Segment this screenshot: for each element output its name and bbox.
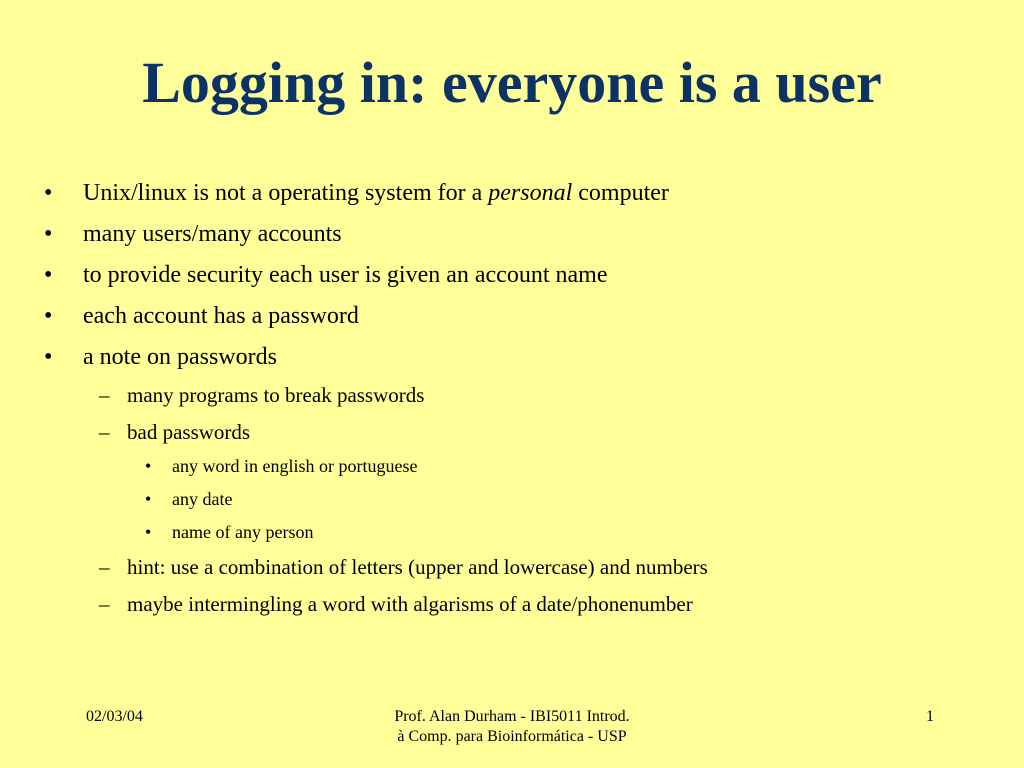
sub-bullet-text: hint: use a combination of letters (upper and lowercase) and numbers [127, 555, 708, 579]
bullet-text: each account has a password [83, 303, 359, 329]
bullet-text: to provide security each user is given an account name [83, 262, 608, 288]
bullet-text [83, 179, 669, 207]
footer-course-line-1: Prof. Alan Durham - IBI5011 Introd. [394, 708, 630, 725]
bullet-text: many users/many accounts [83, 221, 342, 247]
sub-bullet-marker: – [99, 420, 110, 444]
slide-title: Logging in: everyone is a user [142, 50, 882, 115]
emphasis-text: personal [488, 180, 573, 206]
sub-bullet-marker: – [99, 383, 110, 407]
sub-sub-bullet-text: any date [172, 489, 233, 509]
bullet-text: a note on passwords [83, 344, 277, 370]
sub-sub-bullet-marker: • [145, 456, 152, 476]
bullet-text-part: Unix/linux is not a operating system for a [83, 180, 489, 206]
sub-bullet-text: bad passwords [127, 420, 251, 444]
sub-sub-bullet-marker: • [145, 489, 152, 509]
sub-sub-bullet-text: any word in english or portuguese [172, 456, 418, 476]
slide-number: 1 [926, 708, 934, 725]
bullet-marker: • [44, 344, 53, 370]
footer-date: 02/03/04 [86, 708, 143, 725]
sub-bullet-text: many programs to break passwords [127, 383, 425, 407]
bullet-marker: • [44, 180, 53, 206]
sub-sub-bullet-marker: • [145, 522, 152, 542]
bullet-marker: • [44, 221, 53, 247]
footer-course-line-2: à Comp. para Bioinformática - USP [397, 728, 627, 745]
sub-sub-bullet-text: name of any person [172, 522, 314, 542]
bullet-marker: • [44, 303, 53, 329]
footer-course-info [312, 707, 712, 747]
bullet-text-part: computer [572, 180, 669, 206]
sub-bullet-marker: – [99, 555, 110, 579]
sub-bullet-marker: – [99, 592, 110, 616]
bullet-marker: • [44, 262, 53, 288]
sub-bullet-text: maybe intermingling a word with algarisms of a date/phonenumber [127, 592, 693, 616]
